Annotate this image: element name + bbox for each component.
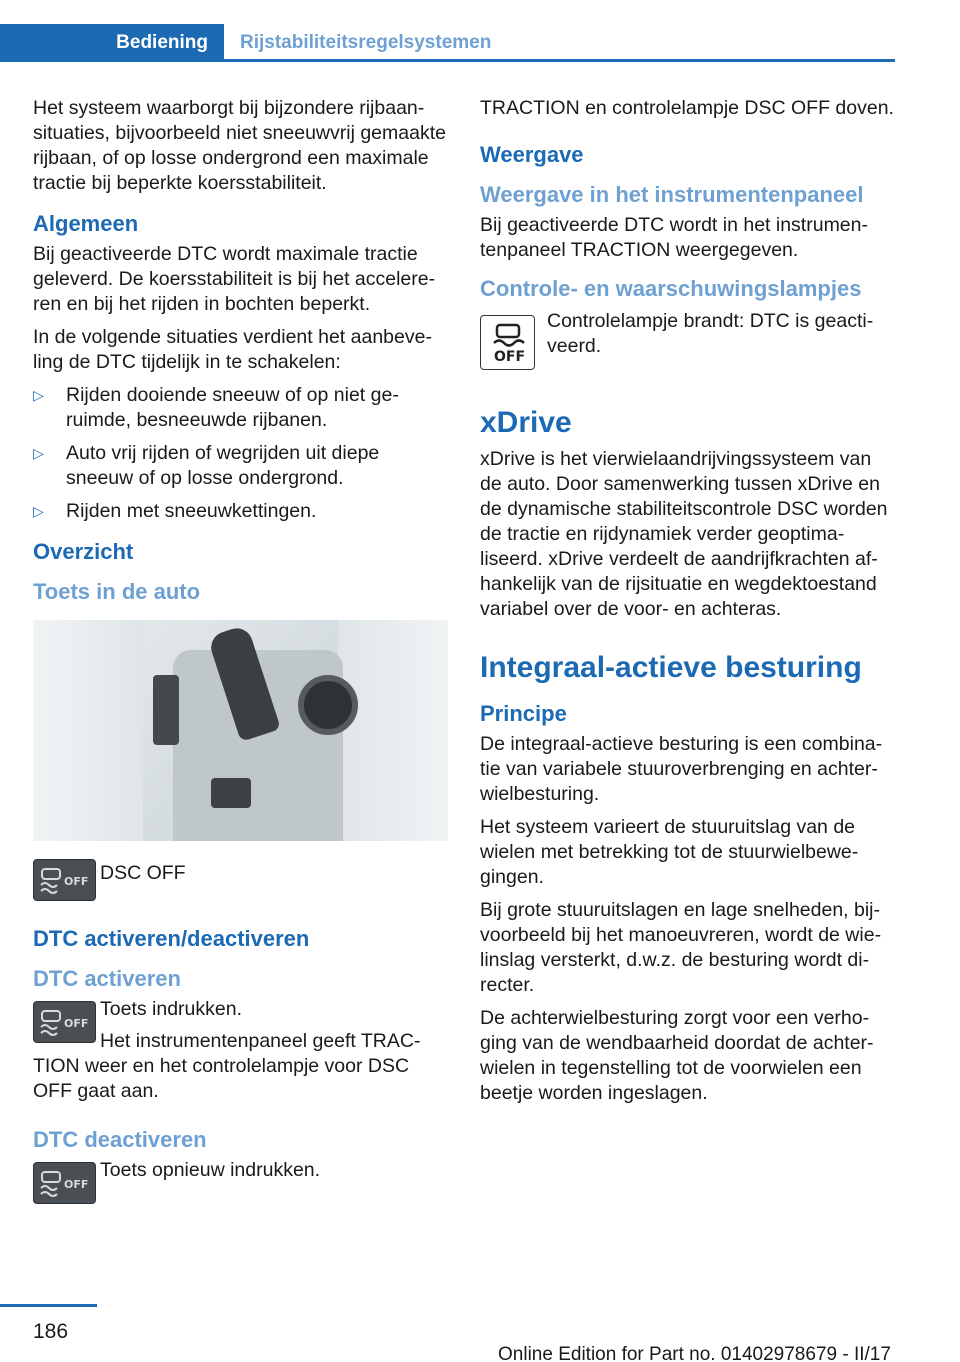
indicator-row	[480, 309, 895, 375]
heading-algemeen: Algemeen	[33, 211, 139, 236]
weergave-paragraph: Bij geactiveerde DTC wordt in het instrumentenpaneel TRACTION weergegeven.	[480, 214, 868, 261]
photo-parking-button	[211, 778, 251, 808]
list-item	[33, 383, 448, 433]
heading-weergave-instrumentenpaneel: Weergave in het instrumentenpaneel	[480, 182, 864, 207]
deactiveren-row	[33, 1158, 448, 1204]
edition-note: Online Edition for Part no. 01402978679 - II/17	[498, 1344, 891, 1362]
svg-text:OFF: OFF	[493, 348, 525, 365]
footer-rule	[0, 1304, 97, 1307]
dsc-off-button-icon	[33, 859, 96, 901]
situations-list	[33, 383, 448, 524]
indicator-description: Controlelampje brandt: DTC is geactiveerd.	[547, 310, 874, 357]
principe-paragraph-3: Bij grote stuuruitslagen en lage snelheden, bijvoorbeeld bij het manoeuvreren, wordt de wielinslag versterkt, d.w.z. de besturing wordt directer.	[480, 899, 882, 996]
header-rule	[0, 59, 895, 62]
dsc-off-label: DSC OFF	[100, 862, 186, 884]
dsc-off-row	[33, 859, 448, 905]
activeren-step: Toets indrukken.	[100, 998, 242, 1020]
continued-paragraph: TRACTION en controlelampje DSC OFF doven.	[480, 97, 894, 119]
algemeen-paragraph-1: Bij geactiveerde DTC wordt maximale tractie geleverd. De koersstabiliteit is bij het accelereren en bij het rijden in bochten beperkt.	[33, 243, 436, 315]
list-item-text: Rijden dooiende sneeuw of op niet geruimde, besneeuwde rijbanen.	[66, 384, 399, 431]
chapter-label: Bediening	[116, 32, 208, 53]
list-item-text: Rijden met sneeuwkettingen.	[66, 500, 317, 522]
dsc-off-button-icon	[33, 1162, 96, 1204]
left-column	[33, 96, 448, 1212]
dsc-off-indicator-icon	[480, 315, 535, 370]
photo-controller-knob	[298, 675, 358, 735]
principe-paragraph-1: De integraal-actieve besturing is een combinatie van variabele stuuroverbrenging en achterwielbesturing.	[480, 733, 883, 805]
list-item-text: Auto vrij rijden of wegrijden uit diepe sneeuw of op losse ondergrond.	[66, 442, 380, 489]
deactiveren-step: Toets opnieuw indrukken.	[100, 1159, 321, 1181]
heading-dtc: DTC activeren/deactiveren	[33, 926, 310, 951]
svg-text:OFF: OFF	[63, 1178, 88, 1191]
activeren-row	[33, 997, 448, 1043]
right-column	[480, 96, 895, 1114]
section-label: Rijstabiliteitsregelsystemen	[240, 32, 492, 53]
photo-button-strip	[153, 675, 179, 745]
heading-weergave: Weergave	[480, 142, 584, 167]
heading-controle-lampjes: Controle- en waarschuwingslampjes	[480, 276, 862, 301]
dsc-off-button-icon	[33, 1001, 96, 1043]
photo-seat-left	[33, 620, 143, 841]
svg-text:OFF: OFF	[63, 875, 88, 888]
page-header	[0, 24, 895, 62]
list-item	[33, 441, 448, 491]
triangle-bullet-icon: ▷	[33, 445, 44, 461]
heading-dtc-activeren: DTC activeren	[33, 966, 181, 991]
heading-overzicht: Overzicht	[33, 539, 134, 564]
triangle-bullet-icon: ▷	[33, 503, 44, 519]
heading-integraal-actieve-besturing: Integraal-actieve besturing	[480, 651, 862, 684]
heading-toets: Toets in de auto	[33, 579, 201, 604]
center-console-photo	[33, 620, 448, 841]
activeren-result: Het instrumentenpaneel geeft TRACTION weer en het controlelampje voor DSC OFF gaat aan.	[33, 1030, 421, 1102]
svg-text:OFF: OFF	[63, 1017, 88, 1030]
chapter-tab[interactable]	[0, 24, 224, 62]
heading-principe: Principe	[480, 701, 567, 726]
page-number: 186	[33, 1320, 69, 1343]
list-item	[33, 499, 448, 524]
photo-seat-right	[338, 620, 448, 841]
intro-paragraph: Het systeem waarborgt bij bijzondere rijbaansituaties, bijvoorbeeld niet sneeuwvrij gemaakte rijbaan, of op losse ondergrond een maximale tractie bij beperkte koersstabiliteit.	[33, 97, 446, 194]
principe-paragraph-2: Het systeem varieert de stuuruitslag van de wielen met betrekking tot de stuurwielbewegingen.	[480, 816, 859, 888]
algemeen-paragraph-2: In de volgende situaties verdient het aanbeveling de DTC tijdelijk in te schakelen:	[33, 326, 432, 373]
principe-paragraph-4: De achterwielbesturing zorgt voor een verhoging van de wendbaarheid doordat de achterwielen in tegenstelling tot de voorwielen een beetje worden ingeslagen.	[480, 1007, 874, 1104]
heading-dtc-deactiveren: DTC deactiveren	[33, 1127, 207, 1152]
heading-xdrive: xDrive	[480, 406, 572, 439]
xdrive-paragraph: xDrive is het vierwielaandrijvingssysteem van de auto. Door samenwerking tussen xDrive en de dynamische stabiliteitscontrole DSC worden de tractie en rijdynamiek verder geoptimaliseerd. xDrive verdeelt de aandrijfkrachten afhankelijk van de rijsituatie en wegdektoestand variabel over de voor- en achteras.	[480, 448, 888, 620]
triangle-bullet-icon: ▷	[33, 387, 44, 403]
section-tab[interactable]	[240, 24, 491, 62]
